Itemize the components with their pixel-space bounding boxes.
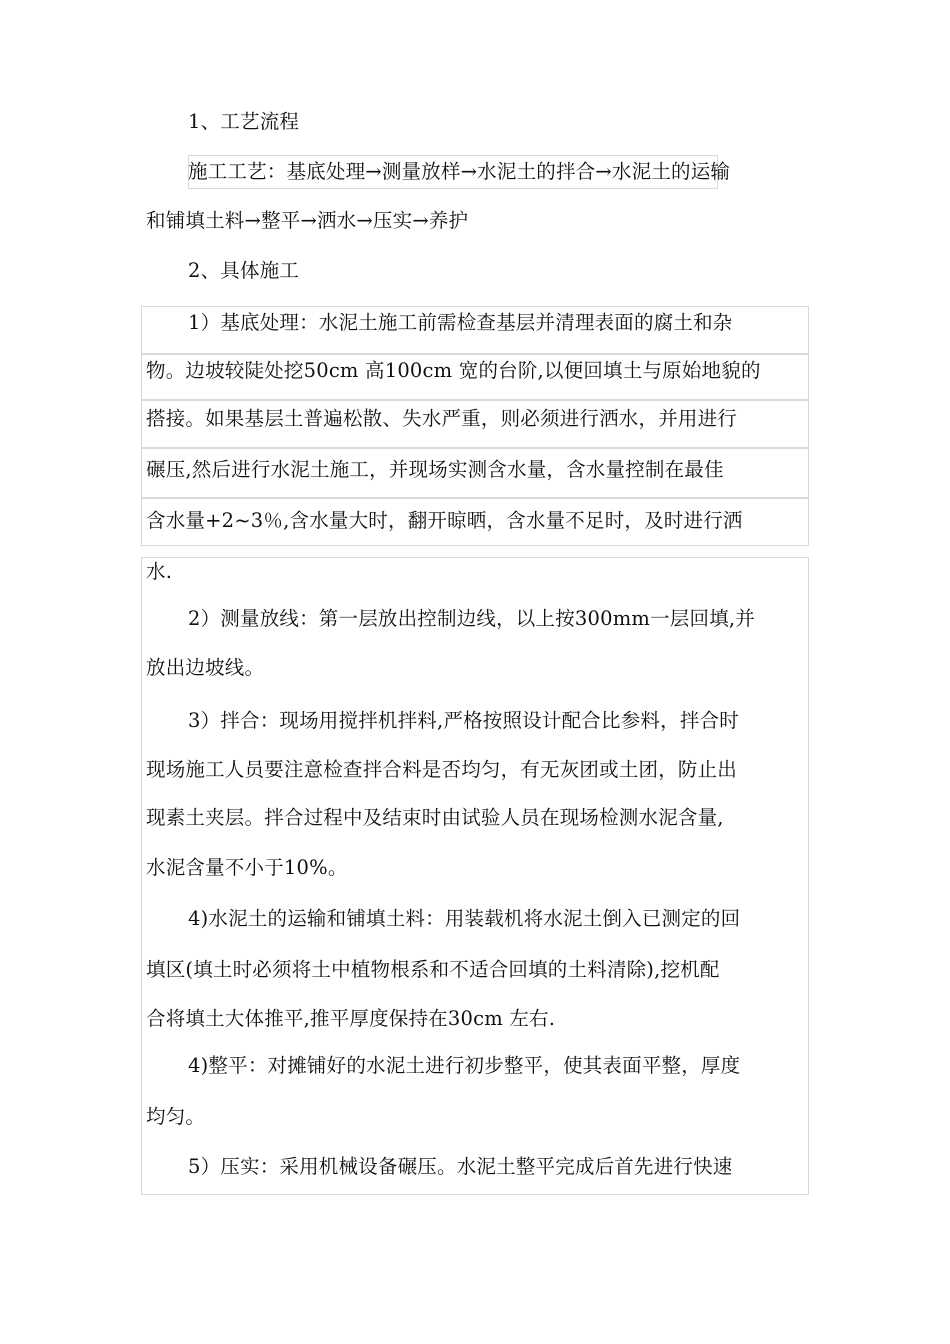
paragraph-line: 含水量+2~3％,含水量大时，翻开晾晒，含水量不足时，及时进行洒 — [146, 509, 743, 532]
paragraph-line: 3）拌合：现场用搅拌机拌料,严格按照设计配合比参料，拌合时 — [188, 709, 739, 732]
paragraph-line: 2）测量放线：第一层放出控制边线，以上按300mm一层回填,并 — [188, 607, 756, 630]
section-heading: 2、具体施工 — [188, 259, 300, 282]
paragraph-line: 4)整平：对摊铺好的水泥土进行初步整平，使其表面平整，厚度 — [188, 1054, 741, 1077]
paragraph-line: 1）基底处理：水泥土施工前需检查基层并清理表面的腐土和杂 — [188, 311, 733, 334]
section-heading: 1、工艺流程 — [188, 110, 300, 133]
paragraph-line: 4)水泥土的运输和铺填土料：用装载机将水泥土倒入已测定的回 — [188, 907, 741, 930]
paragraph-line: 放出边坡线。 — [146, 656, 265, 679]
paragraph-line: 现场施工人员要注意检查拌合料是否均匀，有无灰团或土团，防止出 — [146, 758, 738, 781]
paragraph-line: 填区(填土时必须将土中植物根系和不适合回填的土料清除),挖机配 — [146, 958, 720, 981]
paragraph-line: 水. — [146, 560, 173, 583]
paragraph-line: 水泥含量不小于10%。 — [146, 856, 348, 879]
paragraph-line: 物。边坡较陡处挖50cm 高100cm 宽的台阶,以便回填土与原始地貌的 — [146, 359, 761, 382]
paragraph-line: 合将填土大体推平,推平厚度保持在30cm 左右. — [146, 1007, 556, 1030]
paragraph-line: 施工工艺：基底处理→测量放样→水泥土的拌合→水泥土的运输 — [188, 160, 731, 183]
paragraph-line: 和铺填土料→整平→洒水→压实→养护 — [146, 209, 469, 232]
paragraph-line: 搭接。如果基层土普遍松散、失水严重，则必须进行洒水，并用进行 — [146, 407, 738, 430]
paragraph-line: 均匀。 — [146, 1105, 206, 1128]
paragraph-line: 现素土夹层。拌合过程中及结束时由试验人员在现场检测水泥含量, — [146, 806, 724, 829]
paragraph-line: 5）压实：采用机械设备碾压。水泥土整平完成后首先进行快速 — [188, 1155, 733, 1178]
paragraph-line: 碾压,然后进行水泥土施工，并现场实测含水量，含水量控制在最佳 — [146, 458, 724, 481]
